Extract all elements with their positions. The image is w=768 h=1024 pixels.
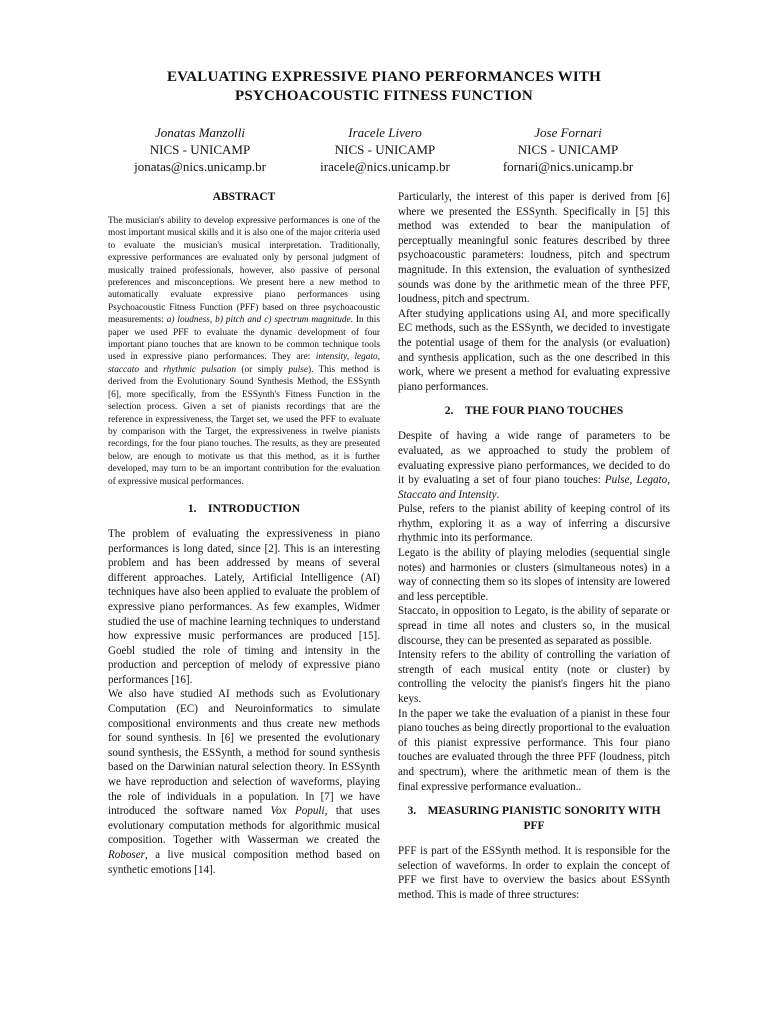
right-paragraph-2: After studying applications using AI, and more specifically EC methods, such as the ESSynth, we decided to investigate the potential usage of them for the analysis (or evaluation) and synthesis application, such as the one described in this work, where we present a method for evaluating expressive piano performances. — [398, 307, 670, 393]
author-block-3 — [448, 124, 688, 175]
legato-paragraph: Legato is the ability of playing melodies (sequential single notes) and harmonies or clusters (simultaneous notes) in a way of connecting them so its slopes of intensity are lowered and less perceptible. — [398, 547, 670, 603]
section-2-paragraph-1: Despite of having a wide range of parameters to be evaluated, as we approached to study the problem of evaluating expressive piano performances, we decided to do it by evaluating a set of four piano touches: Pulse, Legato, Staccato and Intensity. — [398, 430, 670, 501]
left-column — [108, 190, 380, 877]
author-name: Iracele Livero — [348, 125, 422, 140]
author-email: fornari@nics.unicamp.br — [502, 159, 634, 174]
paper-title-line-1: EVALUATING EXPRESSIVE PIANO PERFORMANCES WITH — [166, 69, 602, 85]
author-email: jonatas@nics.unicamp.br — [134, 159, 266, 174]
intro-paragraph-2: We also have studied AI methods such as Evolutionary Computation (EC) and Neuroinformatics to simulate compositional environments and thus create new methods for sound synthesis. In [6] we presented the evolutionary sound synthesis, the ESSynth, a method for sound synthesis based on the Darwinian natural selection theory. In ESSynth we have reproduction and selection of waveforms, playing the role of individuals in a population. In [7] we have introduced the software named Vox Populi, that uses evolutionary computation methods for algorithmic musical composition. Together with Wasserman we created the Roboser, a live musical composition method based on synthetic emotions [14]. — [108, 688, 380, 876]
right-paragraph-1: Particularly, the interest of this paper is derived from [6] where we presented the ESSynth. Specifically in [5] this method was extended to bear the manipulation of perceptually meaningful sonic features described by three psychoacoustic parameters: loudness, pitch and spectrum magnitude. In this extension, the evaluation of synthesized sounds was done by the arithmetic mean of the three PFF, loudness, pitch and spectrum. — [398, 191, 670, 306]
pulse-paragraph: Pulse, refers to the pianist ability of keeping control of its rhythm, exploring it as a way of inferring a discursive rhythmic into its performance. — [398, 503, 670, 545]
author-email: iracele@nics.unicamp.br — [320, 159, 450, 174]
intro-paragraph-1: The problem of evaluating the expressiveness in piano performances is long dated, since [2]. This is an interesting problem and has been addressed by means of several different approaches. Lately, Artificial Intelligence (AI) techniques have also been applied to evaluate the problem of expressive piano performances. As few examples, Widmer studied the use of machine learning techniques to understand how expressive music performances are produced [15]. Goebl studied the role of timing and intensity in the production and perception of melody of expressive piano performances [16]. — [108, 527, 380, 686]
section-3-paragraph-1: PFF is part of the ESSynth method. It is responsible for the selection of waveforms. In order to explain the concept of PFF we first have to overview the basics about ESSynth method. This is made of three structures: — [398, 845, 670, 901]
abstract-text: The musician's ability to develop expressive performances is one of the most important musical skills and it is also one of the major criteria used to evaluate the musician's musical interpretation. Traditionally, expressive performances are evaluated only by personal judgment of musically trained professionals, however, also passive of personal preferences and misconceptions. We present here a new method to automatically evaluate expressive piano performances using Psychoacoustic Fitness Function (PFF) based on three psychoacoustic measurements: a) loudness, b) pitch and c) spectrum magnitude. In this paper we used PFF to evaluate the dynamic development of four important piano touches that are known to be common technique tools used in expressive piano performances. They are: intensity, legato, staccato and rhythmic pulsation (or simply pulse). This method is derived from the Evolutionary Sound Synthesis Method, the ESSynth [6], more specifically, from the ESSynth's Fitness Function in the selection process. Given a set of pianists recordings that are the reference in expressiveness, the Target set, we used the PFF to evaluate by comparison with the Target, the expressiveness in twelve pianists recordings, for the four piano touches. The results, as they are presented below, are enough to motivate us that this method, as it is further developed, may turn to be an important contribution for the evaluation of expressive musical performances. — [108, 216, 381, 487]
introduction-heading: 1. INTRODUCTION — [187, 502, 301, 515]
section-2-paragraph-final: In the paper we take the evaluation of a pianist in these four piano touches as being directly proportional to the evaluation of this pianist expressive performance. This four piano touches are evaluated through the three PFF (loudness, pitch and spectrum), where the arithmetic mean of them is the final expressive performance evaluation.. — [398, 707, 670, 793]
abstract-heading: ABSTRACT — [212, 191, 276, 203]
author-affiliation: NICS - UNICAMP — [149, 142, 251, 157]
author-name: Jose Fornari — [534, 125, 602, 140]
paper-title-line-2: PSYCHOACOUSTIC FITNESS FUNCTION — [235, 88, 533, 104]
author-name: Jonatas Manzolli — [155, 125, 245, 140]
right-column — [398, 190, 670, 903]
staccato-paragraph: Staccato, in opposition to Legato, is the ability of separate or spread in time all notes and clusters so, in the musical discourse, they can be presented as separated as possible. — [398, 605, 670, 647]
paper-title — [60, 68, 708, 106]
section-2-heading: 2. THE FOUR PIANO TOUCHES — [444, 405, 624, 418]
intensity-paragraph: Intensity refers to the ability of controlling the variation of strength of each musical entity (note or cluster) by controlling the velocity the pianist's fingers hit the piano keys. — [398, 649, 670, 705]
author-affiliation: NICS - UNICAMP — [334, 142, 436, 157]
section-3-heading: 3. MEASURING PIANISTIC SONORITY WITH PFF — [407, 805, 661, 833]
author-affiliation: NICS - UNICAMP — [517, 142, 619, 157]
